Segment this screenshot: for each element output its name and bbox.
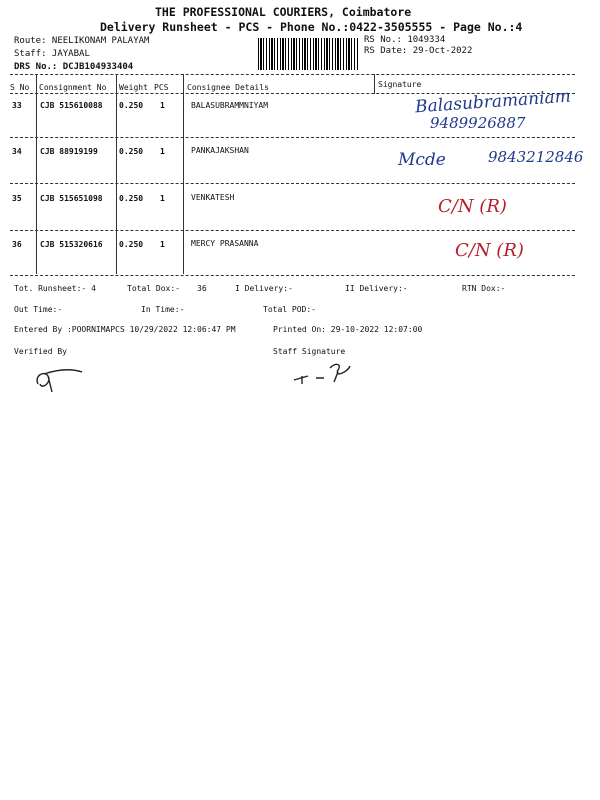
row-rule [10,183,575,184]
signature-name: Mcde [398,150,446,170]
row-pcs: 1 [160,101,165,110]
col-divider [183,74,184,274]
row-consignee: VENKATESH [191,193,235,202]
col-divider [374,74,375,94]
row-pcs: 1 [160,147,165,156]
signature-phone: 9843212846 [488,148,584,166]
total-dox-label: Total Dox:- [127,284,180,293]
row-consignment: CJB 515610088 [40,101,103,110]
ii-delivery: II Delivery:- [345,284,408,293]
col-header-pcs: PCS [154,83,169,92]
row-rule [10,137,575,138]
row-pcs: 1 [160,194,165,203]
drs-number: DRS No.: DCJB104933404 [14,62,134,72]
row-sno: 35 [12,194,22,203]
row-consignment: CJB 88919199 [40,147,98,156]
row-consignee: PANKAJAKSHAN [191,146,249,155]
staff-label: Staff: JAYABAL [14,49,90,59]
signature-name: C/N (R) [438,196,507,217]
in-time: In Time:- [141,305,185,314]
col-header-consignee: Consignee Details [187,83,269,92]
total-runsheet: Tot. Runsheet:- 4 [14,284,96,293]
company-title: THE PROFESSIONAL COURIERS, Coimbatore [155,5,412,19]
col-header-signature: Signature [378,80,422,89]
row-weight: 0.250 [119,101,144,110]
col-header-weight: Weight [119,83,148,92]
table-bottom-rule [10,275,575,276]
row-sno: 36 [12,240,22,249]
rtn-dox: RTN Dox:- [462,284,506,293]
row-consignee: MERCY PRASANNA [191,239,259,248]
table-top-rule [10,74,575,75]
row-sno: 34 [12,147,22,156]
row-consignment: CJB 515320616 [40,240,103,249]
route-label: Route: NEELIKONAM PALAYAM [14,36,150,46]
total-dox-value: 36 [197,284,207,293]
verified-by-label: Verified By [14,347,67,356]
signature-phone: 9489926887 [430,114,526,132]
entered-by: Entered By :POORNIMAPCS 10/29/2022 12:06:47 PM [14,325,236,334]
col-header-consignment: Consignment No [39,83,107,92]
row-consignee: BALASUBRAMMNIYAM [191,101,269,110]
signature-name: C/N (R) [455,240,524,261]
row-consignment: CJB 515651098 [40,194,103,203]
staff-signature-label: Staff Signature [273,347,346,356]
verifier-signature-mark [30,362,90,397]
printed-on: Printed On: 29-10-2022 12:07:00 [273,325,423,334]
row-pcs: 1 [160,240,165,249]
signature-name: Balasubramaniam [414,86,572,118]
row-weight: 0.250 [119,147,144,156]
col-header-sno: S No [10,83,30,92]
total-pod: Total POD:- [263,305,316,314]
row-weight: 0.250 [119,194,144,203]
runsheet-title: Delivery Runsheet - PCS - Phone No.:0422-3505555 - Page No.:4 [100,20,523,34]
row-sno: 33 [12,101,22,110]
barcode [258,38,358,70]
out-time: Out Time:- [14,305,63,314]
row-weight: 0.250 [119,240,144,249]
i-delivery: I Delivery:- [235,284,293,293]
staff-signature-mark [290,358,360,390]
col-divider [36,74,37,274]
col-divider [116,74,117,274]
row-rule [10,230,575,231]
rs-date: RS Date: 29-Oct-2022 [364,46,473,56]
rs-number: RS No.: 1049334 [364,35,446,45]
